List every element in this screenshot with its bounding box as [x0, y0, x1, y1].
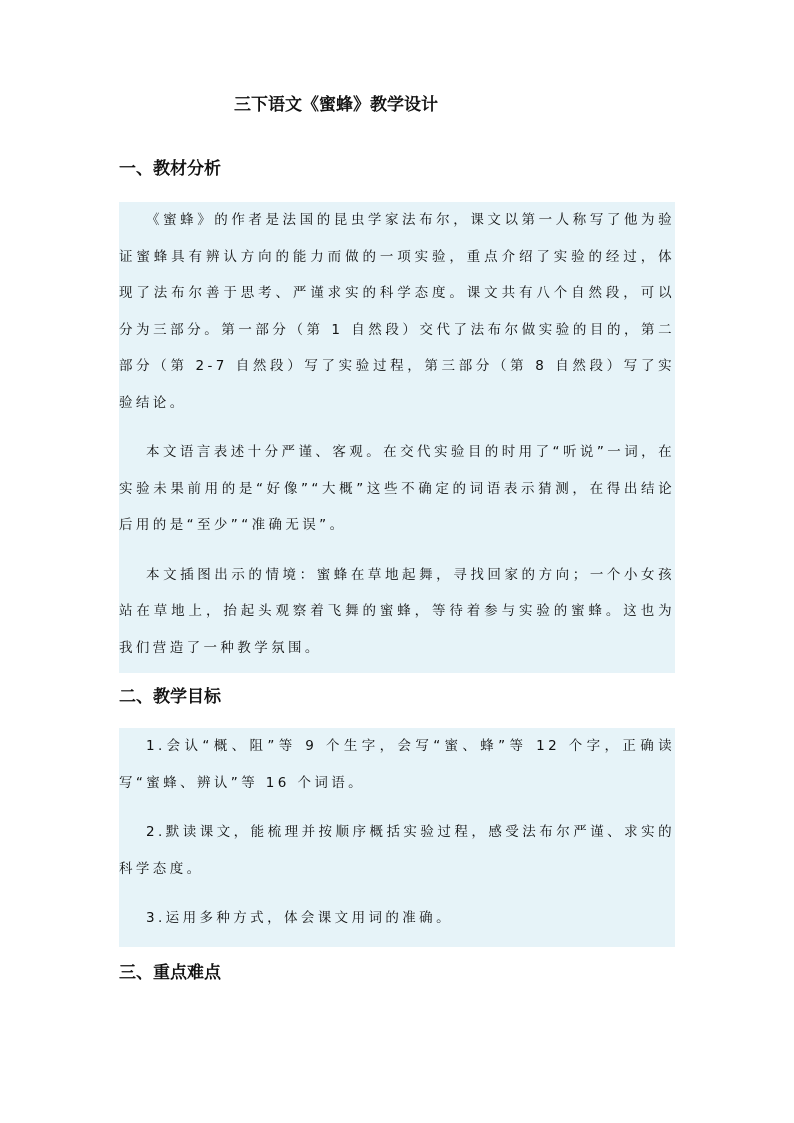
teaching-goals-panel: [119, 728, 675, 947]
paragraph: 本文语言表述十分严谨、客观。在交代实验目的时用了“听说”一词，在实验未果前用的是“好像”“大概”这些不确定的词语表示猜测，在得出结论后用的是“至少”“准确无误”。: [119, 444, 675, 533]
goal-item: 3.运用多种方式，体会课文用词的准确。: [146, 910, 453, 926]
document-title: 三下语文《蜜蜂》教学设计: [234, 95, 438, 115]
paragraph: 《蜜蜂》的作者是法国的昆虫学家法布尔，课文以第一人称写了他为验证蜜蜂具有辨认方向的能力而做的一项实验，重点介绍了实验的经过，体现了法布尔善于思考、严谨求实的科学态度。课文共有八个自然段，可以分为三部分。第一部分（第 1 自然段）交代了法布尔做实验的目的，第二部分（第 2-7 自然段）写了实验过程，第三部分（第 8 自然段）写了实验结论。: [119, 212, 675, 411]
section-heading-textbook-analysis: 一、教材分析: [119, 159, 221, 179]
section-heading-key-difficulties: 三、重点难点: [119, 963, 221, 983]
paragraph: 本文插图出示的情境：蜜蜂在草地起舞，寻找回家的方向；一个小女孩站在草地上，抬起头观察着飞舞的蜜蜂，等待着参与实验的蜜蜂。这也为我们营造了一种教学氛围。: [119, 566, 675, 656]
goal-item: 1.会认“概、阻”等 9 个生字，会写“蜜、蜂”等 12 个字，正确读写“蜜蜂、辨认”等 16 个词语。: [119, 738, 675, 791]
goal-item: 2.默读课文，能梳理并按顺序概括实验过程，感受法布尔严谨、求实的科学态度。: [119, 824, 675, 877]
section-heading-teaching-goals: 二、教学目标: [119, 687, 221, 707]
textbook-analysis-panel: [119, 202, 675, 673]
